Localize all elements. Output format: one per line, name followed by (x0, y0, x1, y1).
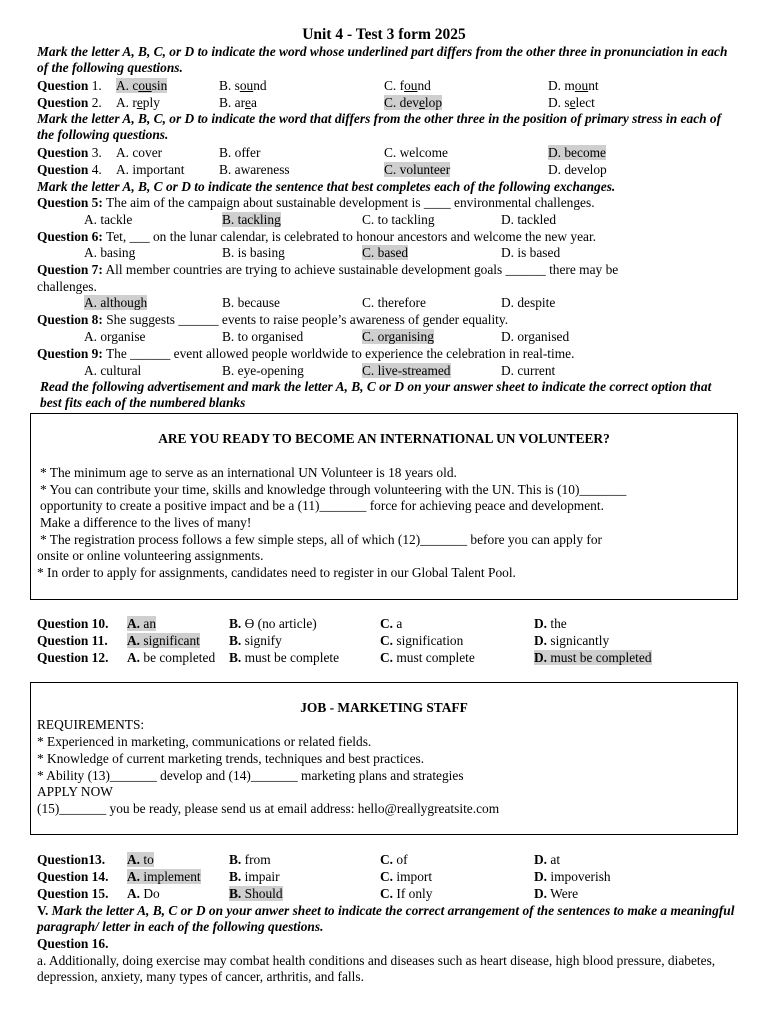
job-heading: JOB - MARKETING STAFF (300, 700, 468, 715)
question-6-stem: Question 6: Tet, ___ on the lunar calendar, is celebrated to honour ancestors and welcome the new year. (37, 229, 597, 244)
q12-option-c[interactable]: C. must complete (380, 650, 475, 665)
ad-line: * You can contribute your time, skills and knowledge through volunteering with the UN. This is (10)_______ (40, 482, 627, 497)
question-number: 3. (88, 145, 102, 160)
q8-option-b[interactable]: B. to organised (222, 329, 304, 344)
q5-option-a[interactable]: A. tackle (84, 212, 133, 227)
question-8-stem: Question 8: She suggests ______ events to raise people’s awareness of gender equality. (37, 312, 509, 327)
ad-line: * The registration process follows a few simple steps, all of which (12)_______ before you can apply for (40, 532, 603, 547)
advertisement-heading: ARE YOU READY TO BECOME AN INTERNATIONAL UN VOLUNTEER? (158, 431, 610, 446)
job-line: REQUIREMENTS: (37, 717, 145, 732)
job-line: * Ability (13)_______ develop and (14)_______ marketing plans and strategies (37, 768, 464, 783)
q8-option-d[interactable]: D. organised (501, 329, 570, 344)
q13-option-c[interactable]: C. of (380, 852, 408, 867)
question-label: Question (37, 162, 89, 177)
question-number: 2. (88, 95, 102, 110)
q11-option-c[interactable]: C. signification (380, 633, 464, 648)
q12-option-a[interactable]: A. be completed (127, 650, 216, 665)
q2-option-a[interactable]: A. reply (116, 95, 160, 110)
question-1 (37, 78, 102, 94)
q14-option-a[interactable]: A. implement (127, 869, 201, 884)
q7-option-a[interactable]: A. although (84, 295, 148, 310)
instruction-stress: Mark the letter A, B, C, or D to indicate the word that differs from the other three in the position of primary stress in each of the following questions. (37, 111, 722, 142)
q1-option-b[interactable]: B. sound (219, 78, 267, 93)
q9-option-a[interactable]: A. cultural (84, 363, 142, 378)
q15-option-d[interactable]: D. Were (534, 886, 579, 901)
q7-option-c[interactable]: C. therefore (362, 295, 426, 310)
q3-option-d[interactable]: D. become (548, 145, 607, 160)
job-line: * Knowledge of current marketing trends, techniques and best practices. (37, 751, 425, 766)
question-label: Question (37, 145, 89, 160)
q11-option-d[interactable]: D. signicantly (534, 633, 610, 648)
q15-option-c[interactable]: C. If only (380, 886, 433, 901)
instruction-completion: Mark the letter A, B, C or D to indicate the sentence that best completes each of the following exchanges. (37, 179, 616, 194)
question-number: 1. (88, 78, 102, 93)
q5-option-d[interactable]: D. tackled (501, 212, 557, 227)
instruction-arrangement: V. Mark the letter A, B, C or D on your anwer sheet to indicate the correct arrangement of the sentences to make a meaningful paragraph/ letter in each of the following questions. (37, 903, 735, 934)
q15-option-a[interactable]: A. Do (127, 886, 160, 901)
q11-option-b[interactable]: B. signify (229, 633, 282, 648)
instruction-pronunciation: Mark the letter A, B, C, or D to indicate the word whose underlined part differs from the other three in pronunciation in each of the following questions. (37, 44, 728, 75)
q4-option-c[interactable]: C. volunteer (384, 162, 451, 177)
q9-option-b[interactable]: B. eye-opening (222, 363, 304, 378)
q4-option-b[interactable]: B. awareness (219, 162, 290, 177)
job-line: APPLY NOW (37, 784, 113, 799)
question-3 (37, 145, 102, 161)
question-12-label: Question 12. (37, 650, 109, 665)
q9-option-d[interactable]: D. current (501, 363, 556, 378)
q13-option-b[interactable]: B. from (229, 852, 271, 867)
q13-option-a[interactable]: A. to (127, 852, 154, 867)
q13-option-d[interactable]: D. at (534, 852, 561, 867)
question-15-label: Question 15. (37, 886, 109, 901)
q8-option-c[interactable]: C. organising (362, 329, 434, 344)
q6-option-b[interactable]: B. is basing (222, 245, 285, 260)
q5-option-b[interactable]: B. tackling (222, 212, 281, 227)
q4-option-d[interactable]: D. develop (548, 162, 607, 177)
question-11-label: Question 11. (37, 633, 108, 648)
question-10-label: Question 10. (37, 616, 109, 631)
ad-line: * In order to apply for assignments, candidates need to register in our Global Talent Pool. (37, 565, 516, 580)
q10-option-c[interactable]: C. a (380, 616, 403, 631)
q2-option-c[interactable]: C. develop (384, 95, 443, 110)
advertisement-box-marketing-job (30, 682, 738, 835)
q10-option-b[interactable]: B. ϴ (no article) (229, 616, 317, 631)
ad-line: onsite or online volunteering assignments. (37, 548, 264, 563)
q14-option-b[interactable]: B. impair (229, 869, 280, 884)
ad-line: opportunity to create a positive impact and be a (11)_______ force for achieving peace and development. (40, 498, 604, 513)
q1-option-a[interactable]: A. cousin (116, 78, 168, 93)
question-2 (37, 95, 102, 111)
q6-option-d[interactable]: D. is based (501, 245, 561, 260)
q1-option-d[interactable]: D. mount (548, 78, 599, 93)
advertisement-box-un-volunteer (30, 413, 738, 600)
question-7-stem: Question 7: All member countries are trying to achieve sustainable development goals ______ there may be (37, 262, 619, 277)
q10-option-d[interactable]: D. the (534, 616, 567, 631)
question-label: Question (37, 78, 89, 93)
q2-option-d[interactable]: D. select (548, 95, 595, 110)
question-13-label: Question13. (37, 852, 106, 867)
q3-option-a[interactable]: A. cover (116, 145, 163, 160)
q7-option-d[interactable]: D. despite (501, 295, 556, 310)
job-line: * Experienced in marketing, communications or related fields. (37, 734, 372, 749)
ad-line: Make a difference to the lives of many! (40, 515, 252, 530)
question-label: Question (37, 95, 89, 110)
q2-option-b[interactable]: B. area (219, 95, 257, 110)
question-4 (37, 162, 102, 178)
question-16-label: Question 16. (37, 936, 109, 951)
question-number: 4. (88, 162, 102, 177)
instruction-advertisement: Read the following advertisement and mark the letter A, B, C or D on your answer sheet to indicate the correct option that best fits each of the numbered blanks (40, 379, 712, 410)
q14-option-c[interactable]: C. import (380, 869, 433, 884)
question-9-stem: Question 9: The ______ event allowed people worldwide to experience the celebration in real-time. (37, 346, 575, 361)
q10-option-a[interactable]: A. an (127, 616, 157, 631)
q3-option-b[interactable]: B. offer (219, 145, 261, 160)
q14-option-d[interactable]: D. impoverish (534, 869, 611, 884)
page-title: Unit 4 - Test 3 form 2025 (302, 26, 466, 43)
q1-option-c[interactable]: C. found (384, 78, 431, 93)
question-14-label: Question 14. (37, 869, 109, 884)
q9-option-c[interactable]: C. live-streamed (362, 363, 451, 378)
q8-option-a[interactable]: A. organise (84, 329, 146, 344)
q4-option-a[interactable]: A. important (116, 162, 185, 177)
q5-option-c[interactable]: C. to tackling (362, 212, 435, 227)
q12-option-b[interactable]: B. must be complete (229, 650, 340, 665)
question-16-sentence-a: a. Additionally, doing exercise may combat health conditions and diseases such as heart disease, high blood pressure, diabetes, depression, anxiety, many types of cancer, arthritis, and falls. (37, 953, 716, 984)
question-7-stem-continued: challenges. (37, 279, 97, 294)
q11-option-a[interactable]: A. significant (127, 633, 200, 648)
q15-option-b[interactable]: B. Should (229, 886, 283, 901)
question-5-stem: Question 5: The aim of the campaign about sustainable development is ____ environmental challenges. (37, 195, 595, 210)
q3-option-c[interactable]: C. welcome (384, 145, 448, 160)
q6-option-c[interactable]: C. based (362, 245, 409, 260)
job-line: (15)_______ you be ready, please send us at email address: hello@reallygreatsite.com (37, 801, 500, 816)
q12-option-d[interactable]: D. must be completed (534, 650, 652, 665)
q6-option-a[interactable]: A. basing (84, 245, 136, 260)
ad-line: * The minimum age to serve as an international UN Volunteer is 18 years old. (40, 465, 457, 480)
q7-option-b[interactable]: B. because (222, 295, 281, 310)
